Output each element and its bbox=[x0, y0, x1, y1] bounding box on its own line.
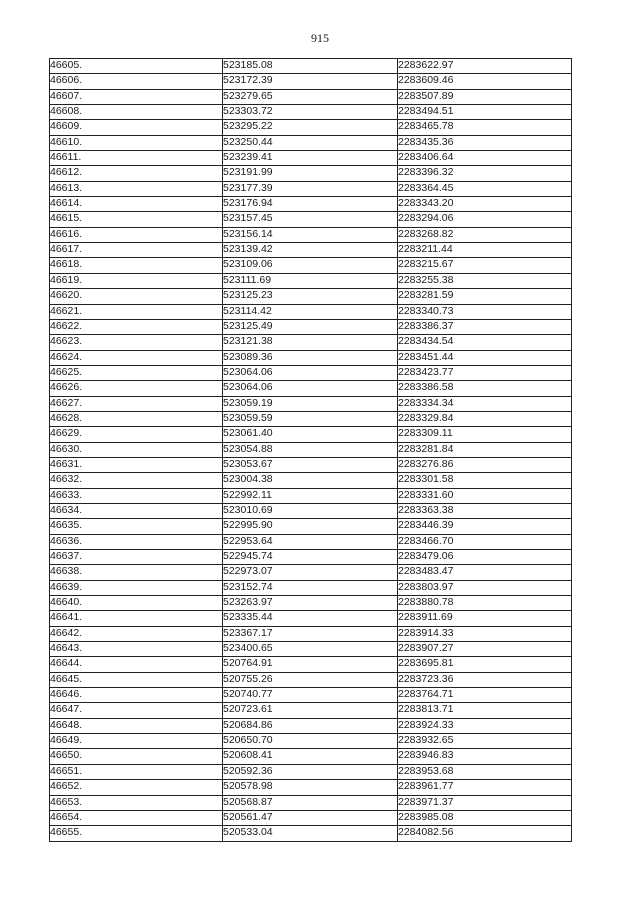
point-number-cell: 46641. bbox=[50, 611, 223, 626]
table-row bbox=[50, 734, 572, 749]
y-coordinate-cell: 2283971.37 bbox=[398, 795, 572, 810]
table-row bbox=[50, 365, 572, 380]
table-row bbox=[50, 273, 572, 288]
x-coordinate-cell: 522995.90 bbox=[223, 519, 398, 534]
point-number-cell: 46613. bbox=[50, 181, 223, 196]
x-coordinate-cell: 523054.88 bbox=[223, 442, 398, 457]
y-coordinate-cell: 2283435.36 bbox=[398, 135, 572, 150]
point-number-cell: 46612. bbox=[50, 166, 223, 181]
y-coordinate-cell: 2283494.51 bbox=[398, 105, 572, 120]
x-coordinate-cell: 523157.45 bbox=[223, 212, 398, 227]
point-number-cell: 46638. bbox=[50, 565, 223, 580]
x-coordinate-cell: 523010.69 bbox=[223, 503, 398, 518]
point-number-cell: 46626. bbox=[50, 381, 223, 396]
point-number-cell: 46615. bbox=[50, 212, 223, 227]
table-row bbox=[50, 396, 572, 411]
table-row bbox=[50, 795, 572, 810]
table-row bbox=[50, 381, 572, 396]
table-row bbox=[50, 212, 572, 227]
x-coordinate-cell: 520650.70 bbox=[223, 734, 398, 749]
table-row bbox=[50, 105, 572, 120]
y-coordinate-cell: 2283914.33 bbox=[398, 626, 572, 641]
y-coordinate-cell: 2283294.06 bbox=[398, 212, 572, 227]
table-row bbox=[50, 181, 572, 196]
y-coordinate-cell: 2283340.73 bbox=[398, 304, 572, 319]
coordinates-table bbox=[49, 58, 572, 842]
x-coordinate-cell: 523064.06 bbox=[223, 381, 398, 396]
table-row bbox=[50, 626, 572, 641]
table-row bbox=[50, 534, 572, 549]
point-number-cell: 46614. bbox=[50, 197, 223, 212]
x-coordinate-cell: 523053.67 bbox=[223, 457, 398, 472]
x-coordinate-cell: 523185.08 bbox=[223, 59, 398, 74]
point-number-cell: 46610. bbox=[50, 135, 223, 150]
x-coordinate-cell: 520723.61 bbox=[223, 703, 398, 718]
x-coordinate-cell: 520568.87 bbox=[223, 795, 398, 810]
point-number-cell: 46651. bbox=[50, 764, 223, 779]
y-coordinate-cell: 2283281.84 bbox=[398, 442, 572, 457]
table-row bbox=[50, 473, 572, 488]
x-coordinate-cell: 520533.04 bbox=[223, 826, 398, 841]
table-row bbox=[50, 243, 572, 258]
table-row bbox=[50, 89, 572, 104]
point-number-cell: 46623. bbox=[50, 335, 223, 350]
point-number-cell: 46654. bbox=[50, 810, 223, 825]
y-coordinate-cell: 2283764.71 bbox=[398, 688, 572, 703]
y-coordinate-cell: 2283451.44 bbox=[398, 350, 572, 365]
y-coordinate-cell: 2283479.06 bbox=[398, 550, 572, 565]
point-number-cell: 46609. bbox=[50, 120, 223, 135]
x-coordinate-cell: 523059.59 bbox=[223, 411, 398, 426]
y-coordinate-cell: 2283446.39 bbox=[398, 519, 572, 534]
x-coordinate-cell: 522973.07 bbox=[223, 565, 398, 580]
x-coordinate-cell: 523176.94 bbox=[223, 197, 398, 212]
table-row bbox=[50, 688, 572, 703]
y-coordinate-cell: 2283723.36 bbox=[398, 672, 572, 687]
table-row bbox=[50, 550, 572, 565]
coordinates-table-body bbox=[50, 59, 572, 842]
y-coordinate-cell: 2283215.67 bbox=[398, 258, 572, 273]
point-number-cell: 46605. bbox=[50, 59, 223, 74]
x-coordinate-cell: 523191.99 bbox=[223, 166, 398, 181]
table-row bbox=[50, 166, 572, 181]
y-coordinate-cell: 2283364.45 bbox=[398, 181, 572, 196]
table-row bbox=[50, 826, 572, 841]
table-row bbox=[50, 611, 572, 626]
point-number-cell: 46643. bbox=[50, 642, 223, 657]
point-number-cell: 46625. bbox=[50, 365, 223, 380]
table-row bbox=[50, 258, 572, 273]
point-number-cell: 46635. bbox=[50, 519, 223, 534]
point-number-cell: 46629. bbox=[50, 427, 223, 442]
point-number-cell: 46644. bbox=[50, 657, 223, 672]
y-coordinate-cell: 2283434.54 bbox=[398, 335, 572, 350]
y-coordinate-cell: 2283985.08 bbox=[398, 810, 572, 825]
point-number-cell: 46608. bbox=[50, 105, 223, 120]
point-number-cell: 46616. bbox=[50, 227, 223, 242]
y-coordinate-cell: 2283386.37 bbox=[398, 319, 572, 334]
table-row bbox=[50, 304, 572, 319]
point-number-cell: 46652. bbox=[50, 780, 223, 795]
y-coordinate-cell: 2283609.46 bbox=[398, 74, 572, 89]
x-coordinate-cell: 520764.91 bbox=[223, 657, 398, 672]
x-coordinate-cell: 523295.22 bbox=[223, 120, 398, 135]
table-row bbox=[50, 350, 572, 365]
y-coordinate-cell: 2283695.81 bbox=[398, 657, 572, 672]
table-row bbox=[50, 151, 572, 166]
table-row bbox=[50, 427, 572, 442]
table-row bbox=[50, 580, 572, 595]
y-coordinate-cell: 2283343.20 bbox=[398, 197, 572, 212]
x-coordinate-cell: 523335.44 bbox=[223, 611, 398, 626]
table-row bbox=[50, 519, 572, 534]
x-coordinate-cell: 523125.49 bbox=[223, 319, 398, 334]
point-number-cell: 46630. bbox=[50, 442, 223, 457]
x-coordinate-cell: 523263.97 bbox=[223, 596, 398, 611]
x-coordinate-cell: 520740.77 bbox=[223, 688, 398, 703]
x-coordinate-cell: 523125.23 bbox=[223, 289, 398, 304]
point-number-cell: 46640. bbox=[50, 596, 223, 611]
x-coordinate-cell: 523303.72 bbox=[223, 105, 398, 120]
x-coordinate-cell: 523061.40 bbox=[223, 427, 398, 442]
x-coordinate-cell: 520561.47 bbox=[223, 810, 398, 825]
x-coordinate-cell: 523114.42 bbox=[223, 304, 398, 319]
point-number-cell: 46634. bbox=[50, 503, 223, 518]
table-row bbox=[50, 810, 572, 825]
point-number-cell: 46637. bbox=[50, 550, 223, 565]
x-coordinate-cell: 523279.65 bbox=[223, 89, 398, 104]
point-number-cell: 46639. bbox=[50, 580, 223, 595]
x-coordinate-cell: 523400.65 bbox=[223, 642, 398, 657]
y-coordinate-cell: 2283281.59 bbox=[398, 289, 572, 304]
table-row bbox=[50, 335, 572, 350]
y-coordinate-cell: 2283331.60 bbox=[398, 488, 572, 503]
point-number-cell: 46619. bbox=[50, 273, 223, 288]
table-row bbox=[50, 74, 572, 89]
table-row bbox=[50, 596, 572, 611]
table-row bbox=[50, 642, 572, 657]
point-number-cell: 46621. bbox=[50, 304, 223, 319]
x-coordinate-cell: 523059.19 bbox=[223, 396, 398, 411]
y-coordinate-cell: 2284082.56 bbox=[398, 826, 572, 841]
x-coordinate-cell: 523109.06 bbox=[223, 258, 398, 273]
x-coordinate-cell: 520684.86 bbox=[223, 718, 398, 733]
y-coordinate-cell: 2283946.83 bbox=[398, 749, 572, 764]
point-number-cell: 46636. bbox=[50, 534, 223, 549]
table-row bbox=[50, 488, 572, 503]
table-row bbox=[50, 749, 572, 764]
table-row bbox=[50, 565, 572, 580]
x-coordinate-cell: 523139.42 bbox=[223, 243, 398, 258]
table-row bbox=[50, 411, 572, 426]
table-row bbox=[50, 319, 572, 334]
point-number-cell: 46620. bbox=[50, 289, 223, 304]
y-coordinate-cell: 2283622.97 bbox=[398, 59, 572, 74]
y-coordinate-cell: 2283465.78 bbox=[398, 120, 572, 135]
point-number-cell: 46655. bbox=[50, 826, 223, 841]
table-row bbox=[50, 442, 572, 457]
x-coordinate-cell: 522992.11 bbox=[223, 488, 398, 503]
table-row bbox=[50, 764, 572, 779]
x-coordinate-cell: 520755.26 bbox=[223, 672, 398, 687]
point-number-cell: 46611. bbox=[50, 151, 223, 166]
table-row bbox=[50, 718, 572, 733]
x-coordinate-cell: 520608.41 bbox=[223, 749, 398, 764]
y-coordinate-cell: 2283211.44 bbox=[398, 243, 572, 258]
table-row bbox=[50, 227, 572, 242]
x-coordinate-cell: 522945.74 bbox=[223, 550, 398, 565]
point-number-cell: 46624. bbox=[50, 350, 223, 365]
table-row bbox=[50, 289, 572, 304]
point-number-cell: 46650. bbox=[50, 749, 223, 764]
x-coordinate-cell: 523152.74 bbox=[223, 580, 398, 595]
y-coordinate-cell: 2283483.47 bbox=[398, 565, 572, 580]
y-coordinate-cell: 2283880.78 bbox=[398, 596, 572, 611]
point-number-cell: 46653. bbox=[50, 795, 223, 810]
x-coordinate-cell: 523177.39 bbox=[223, 181, 398, 196]
y-coordinate-cell: 2283924.33 bbox=[398, 718, 572, 733]
x-coordinate-cell: 523064.06 bbox=[223, 365, 398, 380]
x-coordinate-cell: 523239.41 bbox=[223, 151, 398, 166]
point-number-cell: 46648. bbox=[50, 718, 223, 733]
point-number-cell: 46632. bbox=[50, 473, 223, 488]
y-coordinate-cell: 2283396.32 bbox=[398, 166, 572, 181]
point-number-cell: 46642. bbox=[50, 626, 223, 641]
y-coordinate-cell: 2283329.84 bbox=[398, 411, 572, 426]
table-row bbox=[50, 59, 572, 74]
x-coordinate-cell: 523089.36 bbox=[223, 350, 398, 365]
y-coordinate-cell: 2283276.86 bbox=[398, 457, 572, 472]
point-number-cell: 46628. bbox=[50, 411, 223, 426]
point-number-cell: 46631. bbox=[50, 457, 223, 472]
y-coordinate-cell: 2283301.58 bbox=[398, 473, 572, 488]
y-coordinate-cell: 2283953.68 bbox=[398, 764, 572, 779]
x-coordinate-cell: 523156.14 bbox=[223, 227, 398, 242]
point-number-cell: 46622. bbox=[50, 319, 223, 334]
y-coordinate-cell: 2283363.38 bbox=[398, 503, 572, 518]
y-coordinate-cell: 2283907.27 bbox=[398, 642, 572, 657]
x-coordinate-cell: 523111.69 bbox=[223, 273, 398, 288]
y-coordinate-cell: 2283423.77 bbox=[398, 365, 572, 380]
table-row bbox=[50, 197, 572, 212]
table-row bbox=[50, 780, 572, 795]
y-coordinate-cell: 2283268.82 bbox=[398, 227, 572, 242]
y-coordinate-cell: 2283961.77 bbox=[398, 780, 572, 795]
table-row bbox=[50, 457, 572, 472]
y-coordinate-cell: 2283255.38 bbox=[398, 273, 572, 288]
point-number-cell: 46646. bbox=[50, 688, 223, 703]
point-number-cell: 46618. bbox=[50, 258, 223, 273]
table-row bbox=[50, 672, 572, 687]
table-row bbox=[50, 703, 572, 718]
y-coordinate-cell: 2283466.70 bbox=[398, 534, 572, 549]
x-coordinate-cell: 520592.36 bbox=[223, 764, 398, 779]
y-coordinate-cell: 2283507.89 bbox=[398, 89, 572, 104]
point-number-cell: 46647. bbox=[50, 703, 223, 718]
point-number-cell: 46645. bbox=[50, 672, 223, 687]
table-row bbox=[50, 657, 572, 672]
y-coordinate-cell: 2283334.34 bbox=[398, 396, 572, 411]
y-coordinate-cell: 2283803.97 bbox=[398, 580, 572, 595]
table-row bbox=[50, 120, 572, 135]
x-coordinate-cell: 523121.38 bbox=[223, 335, 398, 350]
x-coordinate-cell: 523172.39 bbox=[223, 74, 398, 89]
page-number: 915 bbox=[311, 31, 329, 45]
y-coordinate-cell: 2283406.64 bbox=[398, 151, 572, 166]
table-row bbox=[50, 135, 572, 150]
table-row bbox=[50, 503, 572, 518]
y-coordinate-cell: 2283309.11 bbox=[398, 427, 572, 442]
y-coordinate-cell: 2283386.58 bbox=[398, 381, 572, 396]
point-number-cell: 46617. bbox=[50, 243, 223, 258]
x-coordinate-cell: 522953.64 bbox=[223, 534, 398, 549]
y-coordinate-cell: 2283911.69 bbox=[398, 611, 572, 626]
x-coordinate-cell: 523250.44 bbox=[223, 135, 398, 150]
point-number-cell: 46627. bbox=[50, 396, 223, 411]
point-number-cell: 46649. bbox=[50, 734, 223, 749]
y-coordinate-cell: 2283813.71 bbox=[398, 703, 572, 718]
point-number-cell: 46607. bbox=[50, 89, 223, 104]
point-number-cell: 46606. bbox=[50, 74, 223, 89]
point-number-cell: 46633. bbox=[50, 488, 223, 503]
x-coordinate-cell: 523367.17 bbox=[223, 626, 398, 641]
y-coordinate-cell: 2283932.65 bbox=[398, 734, 572, 749]
x-coordinate-cell: 523004.38 bbox=[223, 473, 398, 488]
x-coordinate-cell: 520578.98 bbox=[223, 780, 398, 795]
